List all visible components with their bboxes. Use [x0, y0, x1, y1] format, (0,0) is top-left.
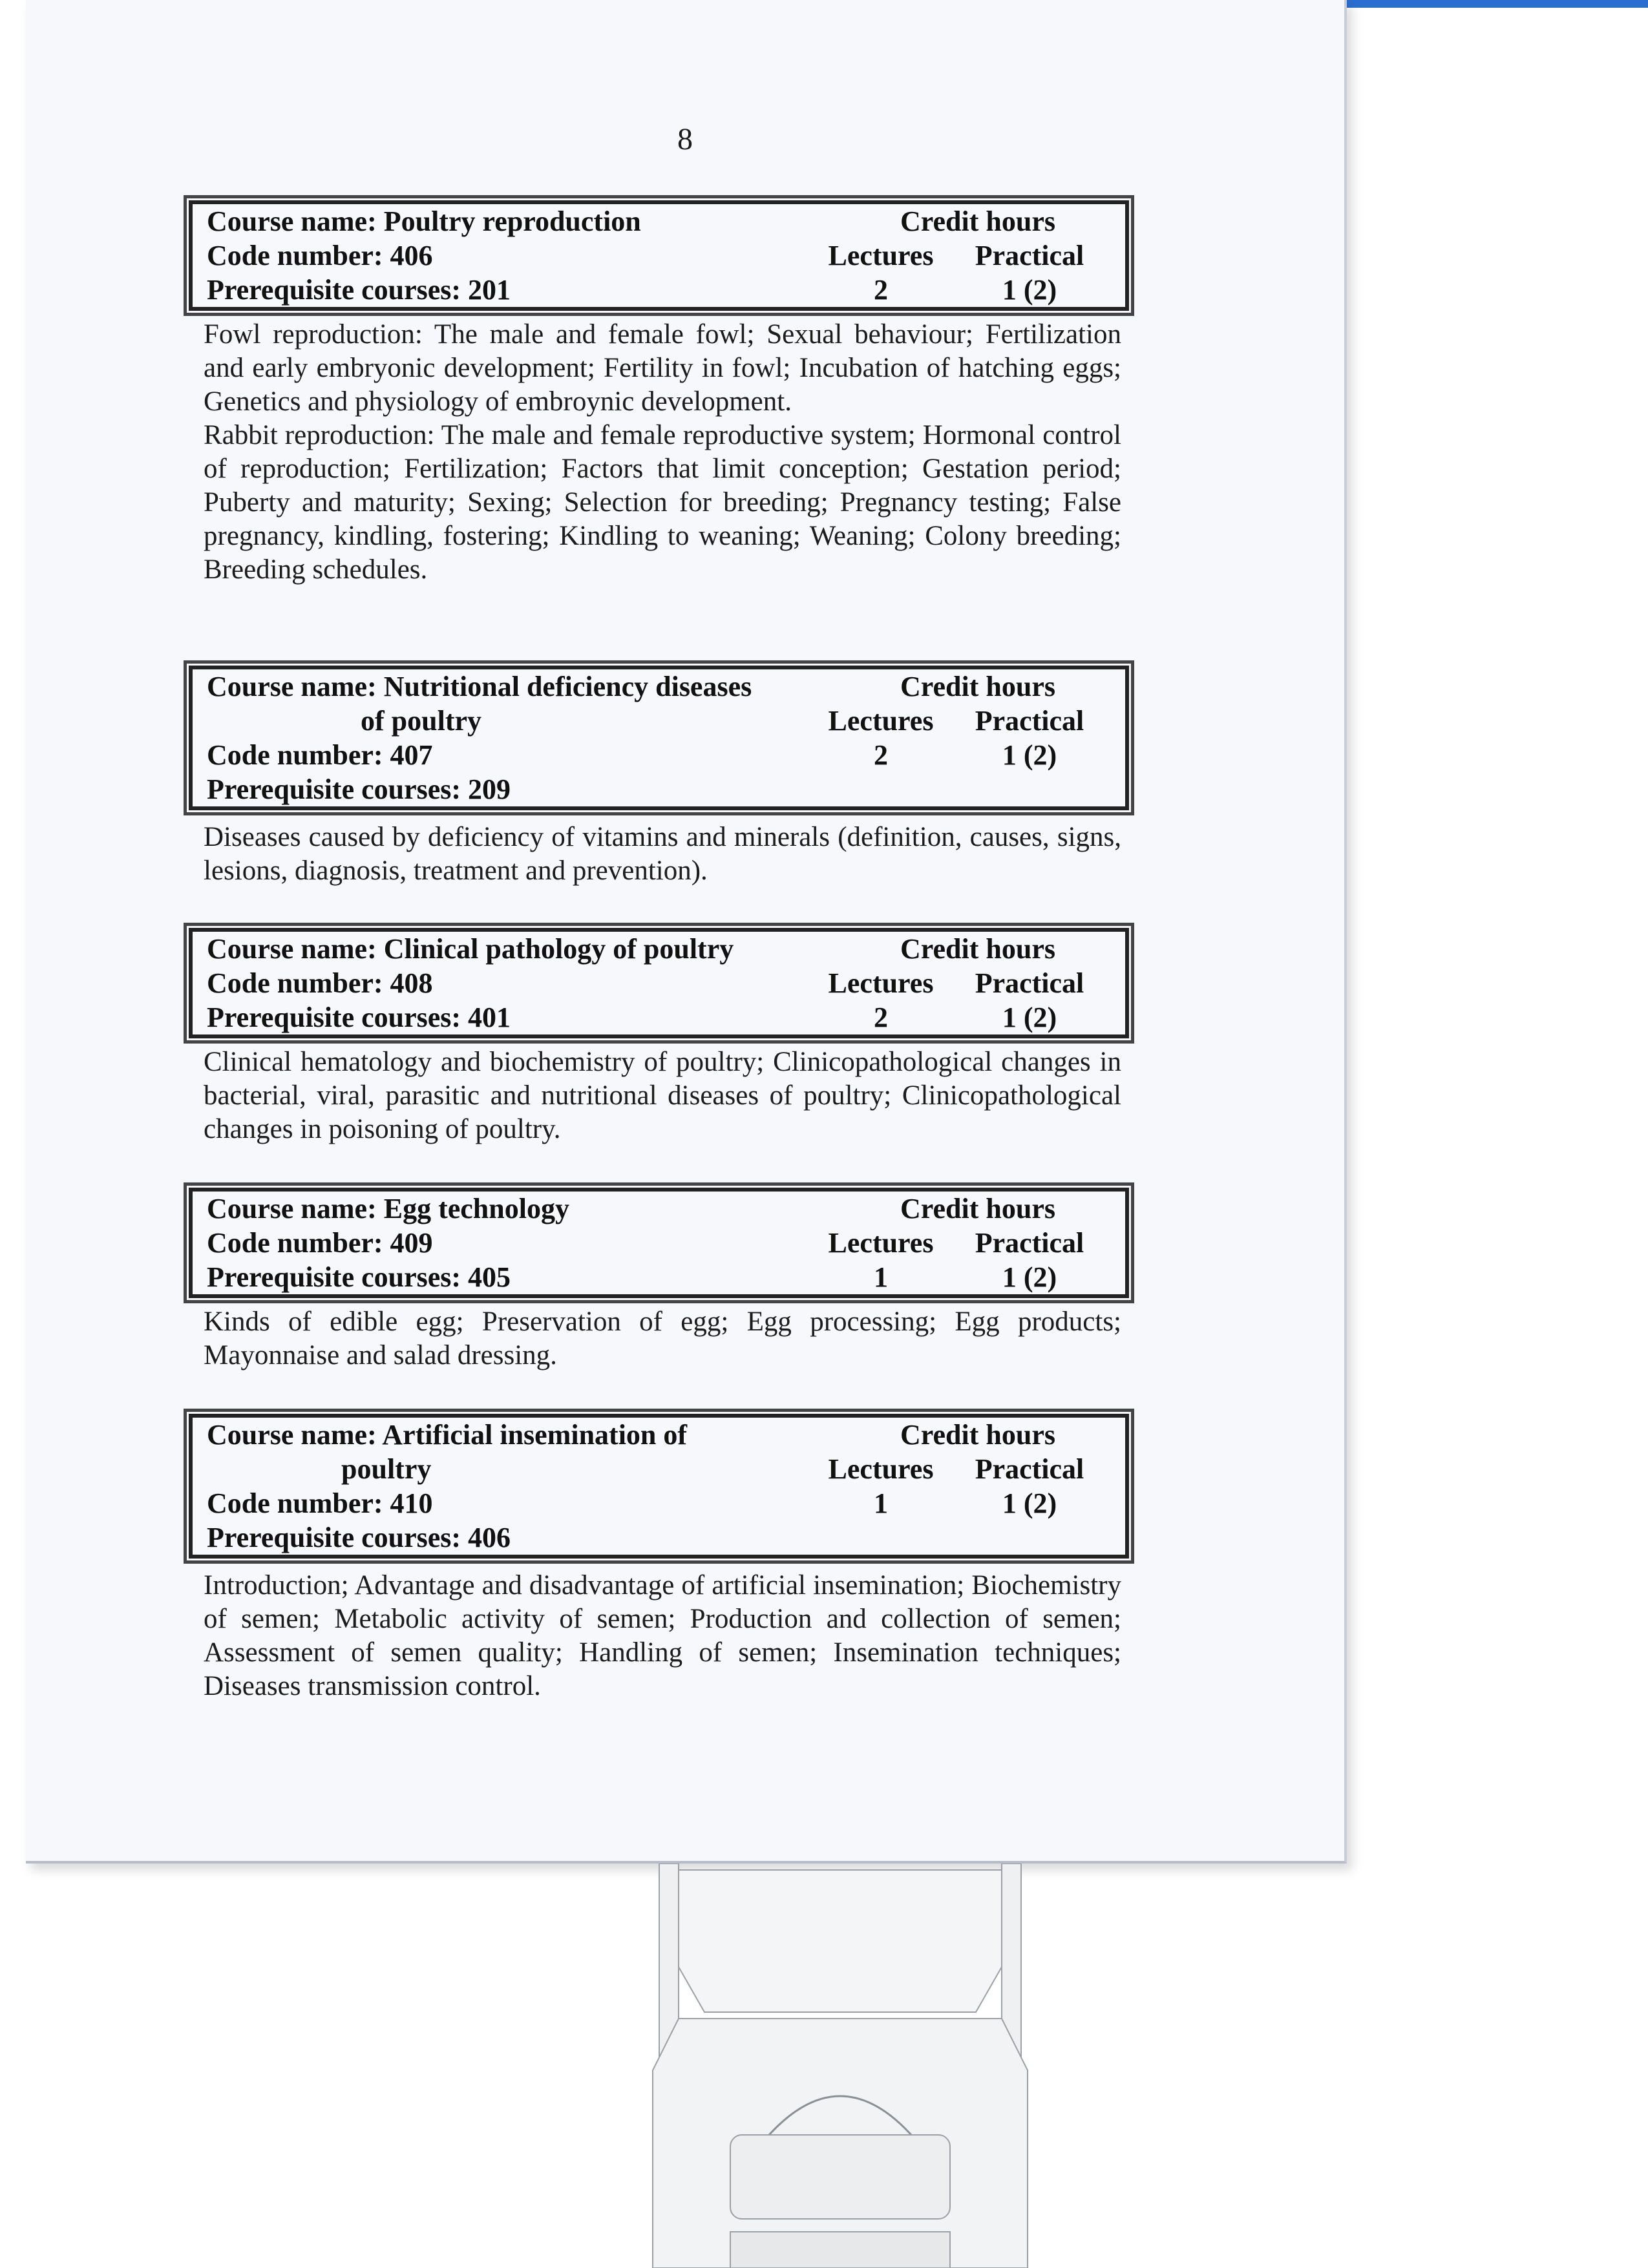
prerequisite-courses: Prerequisite courses: 406	[207, 1522, 511, 1553]
course-box-408	[189, 928, 1129, 1038]
lectures-value: 1	[874, 1261, 888, 1293]
course-description-407	[204, 821, 1121, 888]
lectures-label: Lectures	[828, 967, 934, 999]
code-number: Code number: 409	[207, 1227, 433, 1259]
page-number: 8	[677, 122, 693, 156]
course-name: Course name: Nutritional deficiency diseases	[207, 671, 752, 702]
credit-hours-label: Credit hours	[900, 671, 1055, 702]
practical-value: 1 (2)	[1002, 1487, 1057, 1519]
course-box-410	[189, 1414, 1129, 1559]
practical-label: Practical	[975, 240, 1084, 271]
course-box-406	[189, 200, 1129, 311]
code-number: Code number: 408	[207, 967, 433, 999]
code-number: Code number: 410	[207, 1487, 433, 1519]
course-box-409	[189, 1188, 1129, 1298]
credit-hours-label: Credit hours	[900, 1193, 1055, 1224]
course-name-continued: poultry	[341, 1453, 432, 1485]
lectures-label: Lectures	[828, 705, 934, 737]
description-paragraph: Clinical hematology and biochemistry of poultry; Clinicopathological changes in bacterial, viral, parasitic and nutritional diseases of poultry; Clinicopathological changes in poisoning of poultry.	[204, 1047, 1121, 1144]
practical-label: Practical	[975, 705, 1084, 737]
description-paragraph: Fowl reproduction: The male and female fowl; Sexual behaviour; Fertilization and early embryonic development; Fertility in fowl; Incubation of hatching eggs; Genetics and physiology of embroynic development.	[204, 319, 1121, 417]
practical-label: Practical	[975, 1227, 1084, 1259]
course-box-407	[189, 666, 1129, 810]
lectures-label: Lectures	[828, 1227, 934, 1259]
description-paragraph: Rabbit reproduction: The male and female reproductive system; Hormonal control of reproduction; Fertilization; Factors that limit conception; Gestation period; Puberty and maturity; Sexing; Selection for breeding; Pregnancy testing; False pregnancy, kindling, fostering; Kindling to weaning; Weaning; Colony breeding; Breeding schedules.	[204, 420, 1121, 585]
document-page	[26, 0, 1347, 1864]
course-name: Course name: Clinical pathology of poultry	[207, 933, 734, 965]
lectures-value: 2	[874, 1002, 888, 1033]
practical-label: Practical	[975, 1453, 1084, 1485]
course-description-406	[204, 318, 1121, 587]
course-name: Course name: Poultry reproduction	[207, 205, 641, 237]
code-number: Code number: 406	[207, 240, 433, 271]
prerequisite-courses: Prerequisite courses: 209	[207, 773, 511, 805]
credit-hours-label: Credit hours	[900, 205, 1055, 237]
credit-hours-label: Credit hours	[900, 1419, 1055, 1451]
course-name-continued: of poultry	[361, 705, 481, 737]
course-description-408	[204, 1045, 1121, 1146]
practical-value: 1 (2)	[1002, 1261, 1057, 1293]
lectures-value: 2	[874, 739, 888, 771]
lectures-label: Lectures	[828, 1453, 934, 1485]
practical-value: 1 (2)	[1002, 739, 1057, 771]
course-name: Course name: Artificial insemination of	[207, 1419, 688, 1451]
course-description-409	[204, 1305, 1121, 1372]
prerequisite-courses: Prerequisite courses: 201	[207, 274, 511, 306]
code-number: Code number: 407	[207, 739, 433, 771]
course-description-410	[204, 1569, 1121, 1703]
credit-hours-label: Credit hours	[900, 933, 1055, 965]
practical-value: 1 (2)	[1002, 1002, 1057, 1033]
lectures-value: 2	[874, 274, 888, 306]
prerequisite-courses: Prerequisite courses: 405	[207, 1261, 511, 1293]
practical-label: Practical	[975, 967, 1084, 999]
description-paragraph: Introduction; Advantage and disadvantage of artificial insemination; Biochemistry of semen; Metabolic activity of semen; Production and collection of semen; Assessment of semen quality; Handling of semen; Insemination techniques; Diseases transmission control.	[204, 1570, 1121, 1701]
course-name: Course name: Egg technology	[207, 1193, 569, 1224]
lectures-value: 1	[874, 1487, 888, 1519]
description-paragraph: Kinds of edible egg; Preservation of egg; Egg processing; Egg products; Mayonnaise and salad dressing.	[204, 1307, 1121, 1370]
lectures-label: Lectures	[828, 240, 934, 271]
scan-edge-band	[1318, 0, 1648, 8]
scanner-holder	[614, 1864, 1112, 2268]
prerequisite-courses: Prerequisite courses: 401	[207, 1002, 511, 1033]
description-paragraph: Diseases caused by deficiency of vitamins and minerals (definition, causes, signs, lesions, diagnosis, treatment and prevention).	[204, 822, 1121, 886]
practical-value: 1 (2)	[1002, 274, 1057, 306]
